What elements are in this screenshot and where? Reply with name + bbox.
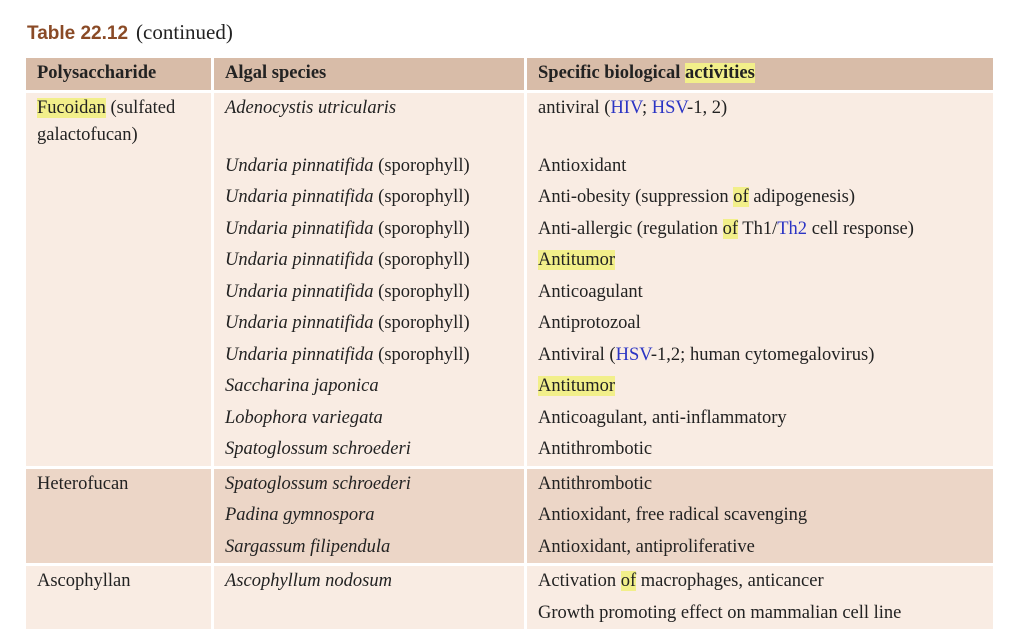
species-cell: Spatoglossum schroederi — [214, 434, 527, 466]
activity-cell: Antitumor — [527, 371, 993, 403]
species-cell: Spatoglossum schroederi — [214, 466, 527, 501]
activity-cell: Antioxidant, free radical scavenging — [527, 500, 993, 532]
species-cell: Undaria pinnatifida (sporophyll) — [214, 340, 527, 372]
header-activities — [527, 58, 993, 93]
polysaccharide-ascophyllan: Ascophyllan — [26, 563, 214, 629]
species-cell: Undaria pinnatifida (sporophyll) — [214, 214, 527, 246]
activity-cell: Anti-allergic (regulation of Th1/Th2 cell response) — [527, 214, 993, 246]
activity-cell: Antioxidant, antiproliferative — [527, 532, 993, 564]
table-caption — [27, 20, 233, 45]
species-cell: Saccharina japonica — [214, 371, 527, 403]
species-cell: Undaria pinnatifida (sporophyll) — [214, 245, 527, 277]
activity-cell: Growth promoting effect on mammalian cell line — [527, 598, 993, 630]
table-continued-note: (continued) — [136, 20, 233, 44]
fucoidan-name: Fucoidan — [37, 97, 106, 118]
species-cell: Undaria pinnatifida (sporophyll) — [214, 151, 527, 183]
activity-cell: Antithrombotic — [527, 434, 993, 466]
species-cell: Ascophyllum nodosum — [214, 563, 527, 629]
species-cell: Padina gymnospora — [214, 500, 527, 532]
species-cell: Lobophora variegata — [214, 403, 527, 435]
table-row — [26, 93, 993, 151]
activity-cell: Activation of macrophages, anticancer — [527, 563, 993, 598]
activity-cell: antiviral (HIV; HSV-1, 2) — [527, 93, 993, 151]
header-algal-species: Algal species — [214, 58, 527, 93]
activity-cell: Antithrombotic — [527, 466, 993, 501]
header-activities-highlight: activities — [684, 63, 755, 83]
activity-cell: Antioxidant — [527, 151, 993, 183]
header-row — [26, 58, 993, 93]
species-cell: Undaria pinnatifida (sporophyll) — [214, 308, 527, 340]
header-polysaccharide: Polysaccharide — [26, 58, 214, 93]
table-number: Table 22.12 — [27, 23, 129, 44]
activity-cell: Antitumor — [527, 245, 993, 277]
activity-cell: Antiprotozoal — [527, 308, 993, 340]
activity-cell: Antiviral (HSV-1,2; human cytomegalovirus) — [527, 340, 993, 372]
fucoidan-description: (sulfated galactofucan) — [37, 97, 176, 145]
header-activities-text: Specific biological — [538, 63, 685, 83]
species-cell: Undaria pinnatifida (sporophyll) — [214, 277, 527, 309]
table-row — [26, 466, 993, 501]
polysaccharide-fucoidan — [26, 93, 214, 466]
activity-cell: Anticoagulant, anti-inflammatory — [527, 403, 993, 435]
polysaccharide-heterofucan: Heterofucan — [26, 466, 214, 564]
species-cell — [214, 93, 527, 151]
polysaccharide-table — [26, 58, 993, 629]
activity-cell: Anti-obesity (suppression of adipogenesis) — [527, 182, 993, 214]
activity-cell: Anticoagulant — [527, 277, 993, 309]
species-cell: Sargassum filipendula — [214, 532, 527, 564]
table-row — [26, 563, 993, 598]
species-cell: Undaria pinnatifida (sporophyll) — [214, 182, 527, 214]
species-name: Adenocystis utricularis — [225, 97, 397, 118]
